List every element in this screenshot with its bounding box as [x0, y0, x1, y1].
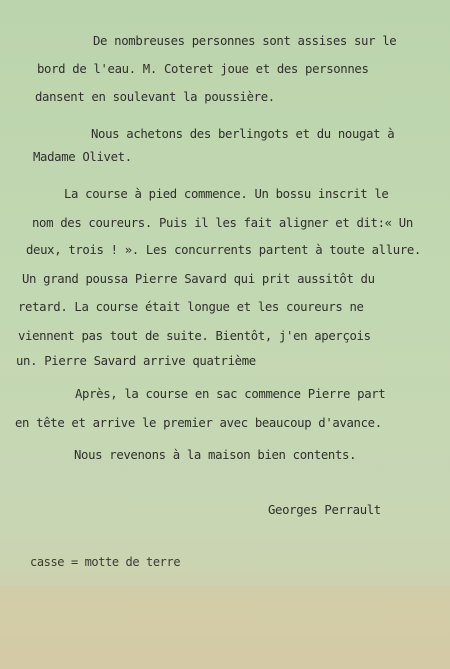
text-line: en tête et arrive le premier avec beaucoup d'avance.	[15, 416, 382, 430]
text-line: un. Pierre Savard arrive quatrième	[16, 354, 256, 368]
text-line: La course à pied commence. Un bossu inscrit le	[64, 187, 389, 201]
signature: Georges Perrault	[268, 503, 381, 517]
text-line: viennent pas tout de suite. Bientôt, j'en aperçois	[18, 329, 371, 343]
text-line: Après, la course en sac commence Pierre part	[75, 387, 386, 401]
text-line: Madame Olivet.	[33, 150, 132, 164]
paper-edge-band	[0, 585, 450, 669]
text-line: dansent en soulevant la poussière.	[35, 90, 275, 104]
text-line: nom des coureurs. Puis il les fait aligner et dit:« Un	[32, 216, 413, 230]
text-line: Nous achetons des berlingots et du nougat à	[91, 127, 395, 141]
text-line: deux, trois ! ». Les concurrents partent à toute allure.	[26, 243, 421, 257]
text-line: Nous revenons à la maison bien contents.	[74, 448, 357, 462]
text-line: Un grand poussa Pierre Savard qui prit aussitôt du	[22, 272, 375, 286]
text-line: bord de l'eau. M. Coteret joue et des personnes	[37, 62, 369, 76]
text-line: retard. La course était longue et les coureurs ne	[18, 300, 364, 314]
text-line: De nombreuses personnes sont assises sur le	[93, 34, 397, 48]
footnote: casse = motte de terre	[30, 555, 181, 569]
